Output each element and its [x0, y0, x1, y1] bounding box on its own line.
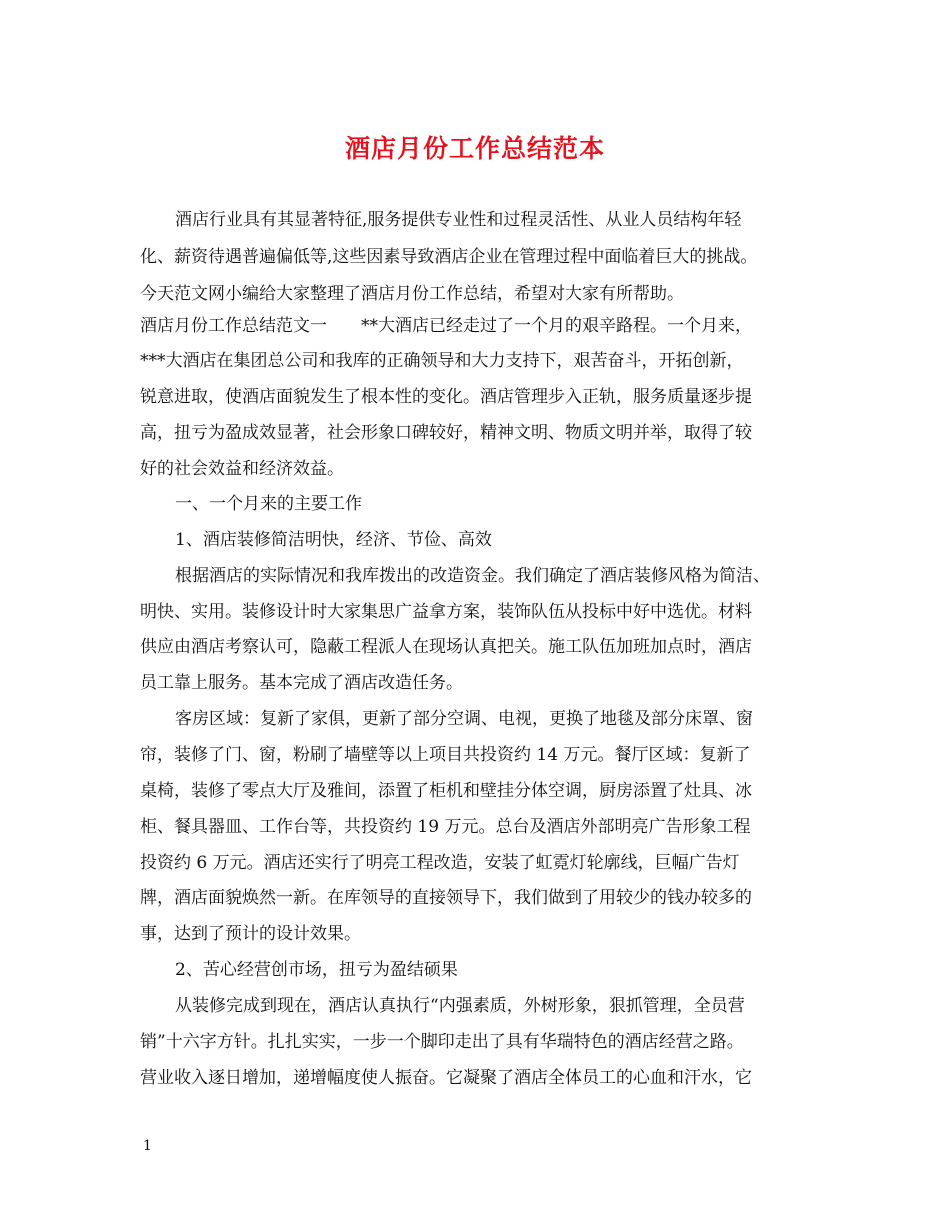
- text-line: 高，扭亏为盈成效显著，社会形象口碑较好，精神文明、物质文明并举，取得了较: [140, 423, 752, 443]
- section-heading: 一、一个月来的主要工作: [175, 494, 362, 514]
- text-line: 酒店行业具有其显著特征,服务提供专业性和过程灵活性、从业人员结构年轻: [175, 210, 742, 230]
- text-line: 明快、实用。装修设计时大家集思广益拿方案，装饰队伍从投标中好中选优。材料: [140, 602, 752, 622]
- text-line: 化、薪资待遇普遍偏低等,这些因素导致酒店企业在管理过程中面临着巨大的挑战。: [140, 247, 758, 267]
- text-line: 员工靠上服务。基本完成了酒店改造任务。: [140, 673, 463, 693]
- text-line: 投资约 6 万元。酒店还实行了明亮工程改造，安装了虹霓灯轮廓线，巨幅广告灯: [140, 853, 740, 873]
- text-line: 酒店月份工作总结范文一 **大酒店已经走过了一个月的艰辛路程。一个月来，: [140, 316, 752, 336]
- text-line: 今天范文网小编给大家整理了酒店月份工作总结，希望对大家有所帮助。: [140, 284, 684, 304]
- text-line: 供应由酒店考察认可，隐蔽工程派人在现场认真把关。施工队伍加班加点时，酒店: [140, 637, 752, 657]
- text-line: 销”十六字方针。扎扎实实，一步一个脚印走出了具有华瑞特色的酒店经营之路。: [140, 1032, 744, 1052]
- text-line: 从装修完成到现在，酒店认真执行“内强素质，外树形象，狠抓管理，全员营: [175, 996, 745, 1016]
- subsection-heading: 1、酒店装修简洁明快，经济、节俭、高效: [175, 530, 492, 550]
- text-line: 客房区域：复新了家俱，更新了部分空调、电视，更换了地毯及部分床罩、窗: [175, 709, 753, 729]
- text-line: 营业收入逐日增加，递增幅度使人振奋。它凝聚了酒店全体员工的心血和汗水，它: [140, 1068, 752, 1088]
- page-title: 酒店月份工作总结范本: [344, 134, 605, 163]
- text-line: 根据酒店的实际情况和我库拨出的改造资金。我们确定了酒店装修风格为简洁、: [175, 566, 770, 586]
- text-line: 牌，酒店面貌焕然一新。在库领导的直接领导下，我们做到了用较少的钱办较多的: [140, 888, 752, 908]
- page-number: 1: [143, 1138, 152, 1154]
- text-line: 事，达到了预计的设计效果。: [140, 924, 361, 944]
- text-line: 帘，装修了门、窗，粉刷了墙壁等以上项目共投资约 14 万元。餐厅区域：复新了: [140, 745, 751, 765]
- text-line: 桌椅，装修了零点大厅及雅间，添置了柜机和壁挂分体空调，厨房添置了灶具、冰: [140, 781, 752, 801]
- text-line: ***大酒店在集团总公司和我库的正确领导和大力支持下，艰苦奋斗，开拓创新，: [140, 351, 744, 371]
- subsection-heading: 2、苦心经营创市场，扭亏为盈结硕果: [175, 960, 458, 980]
- text-line: 好的社会效益和经济效益。: [140, 459, 344, 479]
- text-line: 锐意进取，使酒店面貌发生了根本性的变化。酒店管理步入正轨，服务质量逐步提: [140, 387, 752, 407]
- text-line: 柜、餐具器皿、工作台等，共投资约 19 万元。总台及酒店外部明亮广告形象工程: [140, 817, 751, 837]
